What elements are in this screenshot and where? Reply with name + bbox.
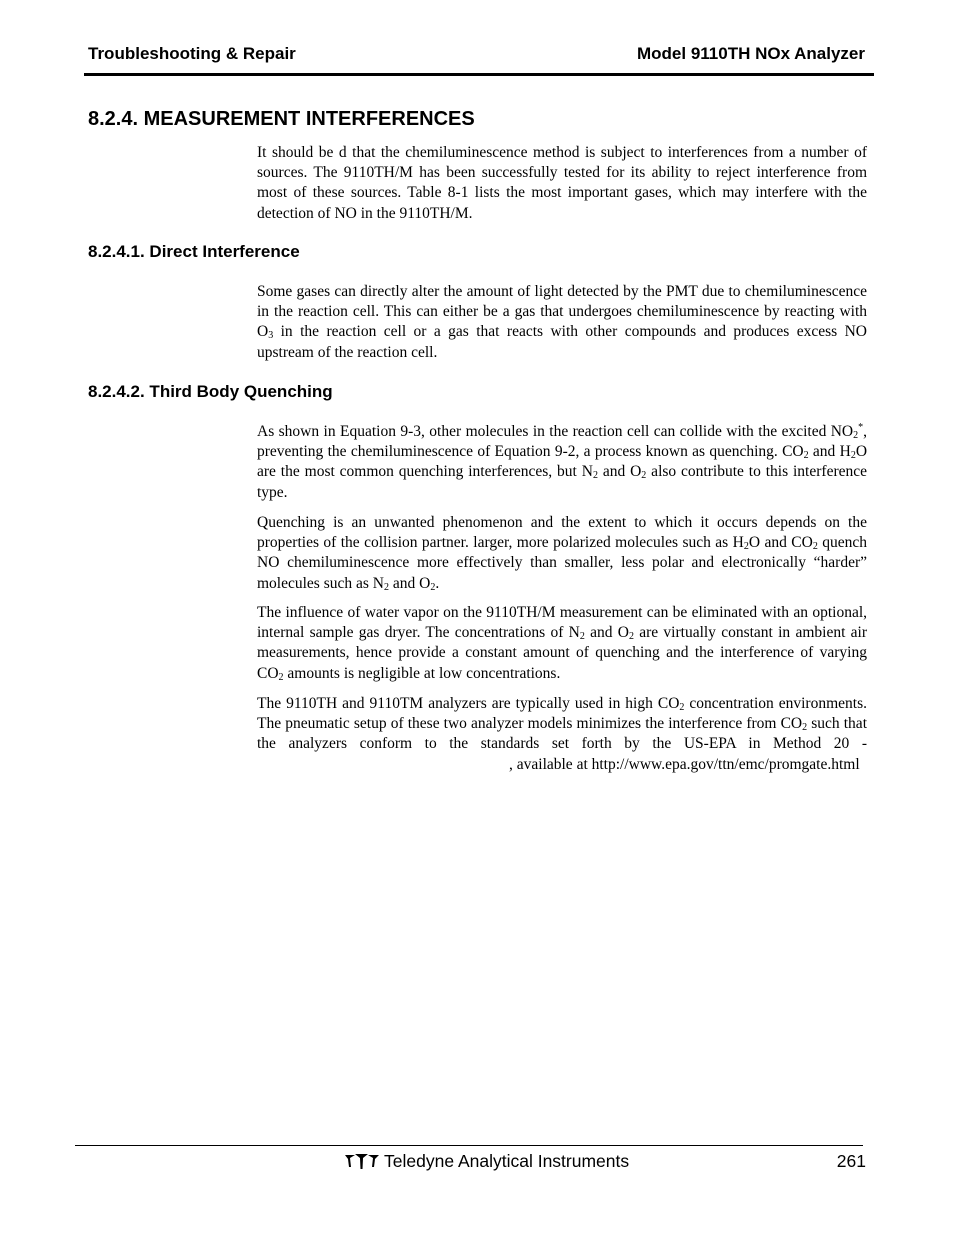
direct-interference-heading: 8.2.4.1. Direct Interference	[88, 242, 300, 261]
footer-company-name: Teledyne Analytical Instruments	[384, 1151, 630, 1171]
quenching-paragraph-1: As shown in Equation 9-3, other molecules in the reaction cell can collide with the excited $NO_2^*$, preventing the chemiluminescence of Equation 9-2, a process known as quenching. $CO_2$ and $H_2O$ are the most common quenching interferences, but $N_2$ and $O_2$ also contribute to this interference type.	[257, 422, 868, 501]
quenching-paragraph-2: Quenching is an unwanted phenomenon and the extent to which it occurs depends on the properties of the collision partner. larger, more polarized molecules such as $H_2O$ and $CO_2$ quench NO chemiluminescence more effectively than smaller, less polar and electronically “harder” molecules such as $N_2$ and $O_2$.	[257, 514, 868, 593]
page-number: 261	[836, 1151, 866, 1171]
teledyne-logo-icon	[344, 1151, 380, 1171]
header-section-title: Troubleshooting & Repair	[88, 44, 296, 63]
header-model-title: Model 9110TH NOx Analyzer	[636, 44, 865, 63]
quenching-paragraph-3: The influence of water vapor on the 9110TH/M measurement can be eliminated with an optional, internal sample gas dryer. The concentrations of $N_2$ and $O_2$ are virtually constant in ambient air measurements, hence provide a constant amount of quenching and the interference of varying $CO_2$ amounts is negligible at low concentrations.	[257, 604, 867, 683]
section-intro-paragraph: It should be d that the chemiluminescence method is subject to interferences from a number of sources. The 9110TH/M has been successfully tested for its ability to reject interference from most of these sources. Table 8-1 lists the most important gases, which may interfere with the detection of NO in the 9110TH/M.	[257, 144, 867, 222]
direct-interference-paragraph: Some gases can directly alter the amount of light detected by the PMT due to chemiluminescence in the reaction cell. This can either be a gas that undergoes chemiluminescence by reacting with $O_3$ in the reaction cell or a gas that reacts with other compounds and produces excess NO upstream of the reaction cell.	[257, 283, 867, 361]
third-body-quenching-heading: 8.2.4.2. Third Body Quenching	[88, 382, 333, 401]
epa-url-text: http://www.epa.gov/ttn/emc/promgate.html	[591, 755, 860, 773]
header-rule	[84, 73, 874, 76]
quenching-paragraph-4: The 9110TH and 9110TM analyzers are typically used in high $CO_2$ concentration environments. The pneumatic setup of these two analyzer models minimizes the interference from $CO_2$ such that the analyzers conform to the standards set forth by the US-EPA in Method 20 - , available at http://www.epa.gov/ttn/emc/promgate.html	[257, 695, 867, 773]
section-heading: 8.2.4. MEASUREMENT INTERFERENCES	[88, 108, 475, 130]
footer-rule	[75, 1145, 863, 1146]
